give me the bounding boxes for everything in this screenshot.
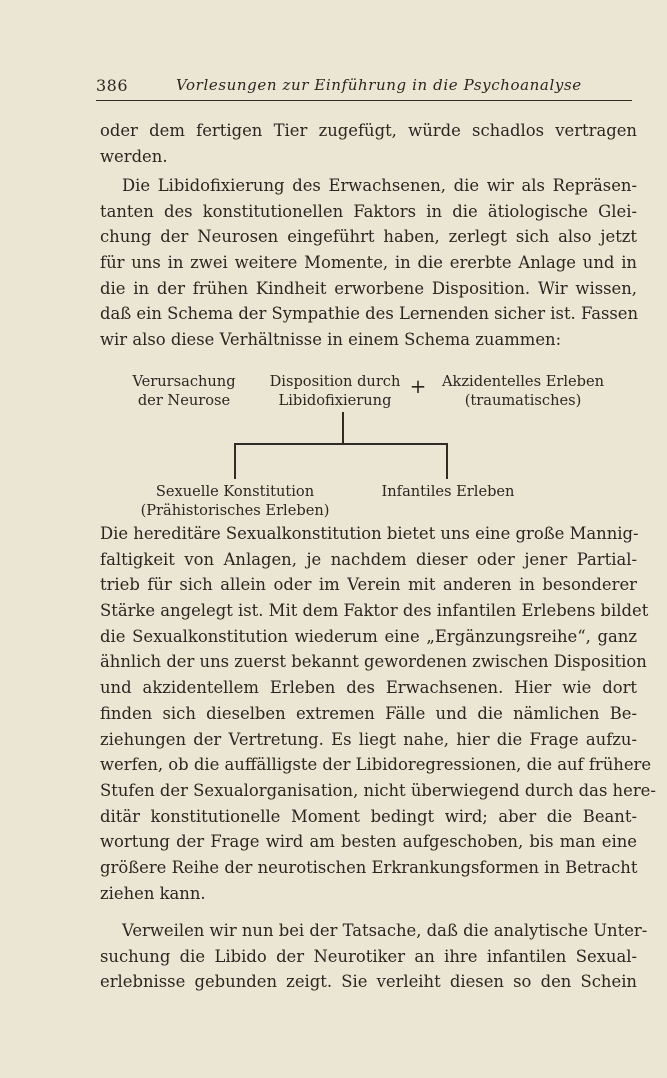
text-line: größere Reihe der neurotischen Erkrankungsformen in Betracht [100,857,638,877]
schema-connector [342,412,344,444]
text-line: tanten des konstitutionellen Faktors in die ätiologische Glei- [100,201,637,221]
schema-label: der Neurose [137,392,231,409]
text-line: faltigkeit von Anlagen, je nachdem dieser oder jener Partial- [100,549,637,569]
schema-label: Disposition durch [269,373,401,390]
text-line: finden sich dieselben extremen Fälle und die nämlichen Be- [100,703,637,723]
text-line: werfen, ob die auffälligste der Libidoregressionen, die auf frühere [100,755,652,775]
text-line: ziehen kann. [100,883,206,903]
paragraph-4 [100,918,648,995]
text-line: ditär konstitutionelle Moment bedingt wird; aber die Beant- [100,806,637,826]
schema-constitution-node [132,482,338,520]
text-line: daß ein Schema der Sympathie des Lernenden sicher ist. Fassen [100,304,639,324]
text-line: für uns in zwei weitere Momente, in die ererbte Anlage und in [100,253,637,273]
paragraph-3 [100,521,656,906]
schema-disposition-node [260,372,410,410]
page-number: 386 [96,76,129,95]
paragraph-1 [100,118,637,169]
schema-label: Verursachung [132,373,236,390]
schema-connector [234,443,236,479]
text-line: wir also diese Verhältnisse in einem Schema zuammen: [100,330,562,350]
paragraph-2 [100,173,637,353]
schema-cause-node [126,372,242,410]
text-line: Die Libidofixierung des Erwachsenen, die wir als Repräsen- [122,176,637,195]
schema-plus-sign: + [409,374,427,398]
text-line: oder dem fertigen Tier zugefügt, würde schadlos vertragen [100,121,637,140]
page-header [96,76,632,100]
text-line: chung der Neurosen eingeführt haben, zerlegt sich also jetzt [100,227,637,247]
schema-label: (Prähistorisches Erleben) [140,502,330,519]
text-line: suchung die Libido der Neurotiker an ihre infantilen Sexual- [100,946,637,966]
text-line: Die hereditäre Sexualkonstitution bietet uns eine große Mannig- [100,524,639,543]
schema-connector [446,443,448,479]
text-line: ziehungen der Vertretung. Es liegt nahe, hier die Frage aufzu- [100,729,637,749]
schema-label: Sexuelle Konstitution [155,483,315,500]
text-line: Stärke angelegt ist. Mit dem Faktor des infantilen Erlebens bildet [100,601,649,621]
schema-label: Libidofixierung [278,392,392,409]
text-line: trieb für sich allein oder im Verein mit anderen in besonderer [100,575,637,595]
text-line: Stufen der Sexualorganisation, nicht überwiegend durch das here- [100,780,656,800]
text-line: die Sexualkonstitution wiederum eine „Ergänzungsreihe“, ganz [100,626,637,646]
text-line: ähnlich der uns zuerst bekannt gewordenen zwischen Disposition [100,652,647,672]
text-line: wortung der Frage wird am besten aufgeschoben, bis man eine [100,832,637,852]
text-line: werden. [100,146,168,166]
schema-accidental-node [428,372,618,410]
text-line: erlebnisse gebunden zeigt. Sie verleiht diesen so den Schein [100,972,637,992]
schema-infantile-node: Infantiles Erleben [381,483,515,500]
schema-label: (traumatisches) [464,392,582,409]
text-line: und akzidentellem Erleben des Erwachsenen. Hier wie dort [100,678,637,698]
text-line: Verweilen wir nun bei der Tatsache, daß die analytische Unter- [122,921,648,940]
schema-connector [234,443,448,445]
text-line: die in der frühen Kindheit erworbene Disposition. Wir wissen, [100,278,637,298]
header-rule [96,100,632,101]
schema-label: Akzidentelles Erleben [441,373,605,390]
running-head: Vorlesungen zur Einführung in die Psychoanalyse [176,76,582,94]
